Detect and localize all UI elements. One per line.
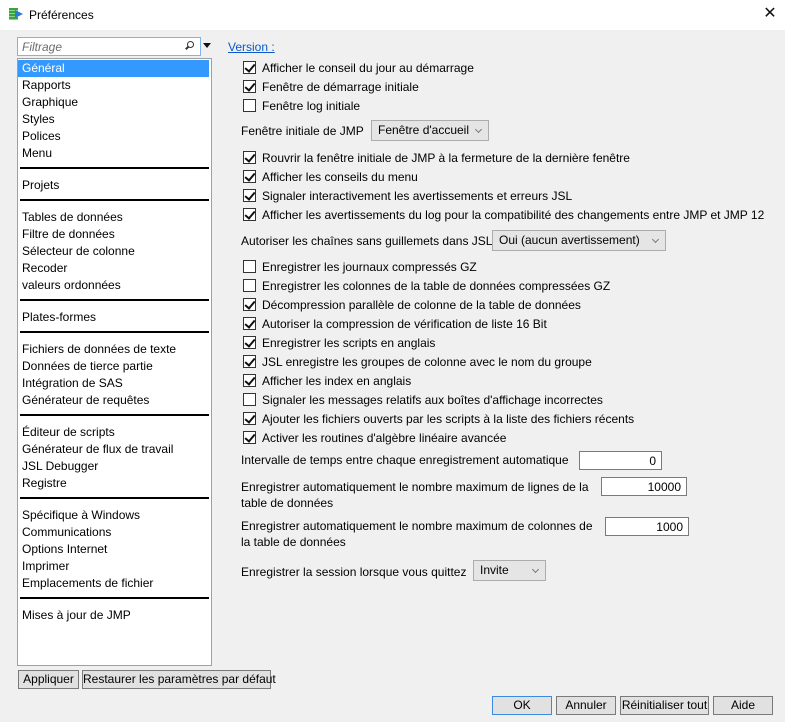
checkbox-unchecked[interactable]: [243, 279, 256, 292]
checkbox-label: Décompression parallèle de colonne de la table de données: [262, 297, 581, 312]
checkbox-checked[interactable]: [243, 151, 256, 164]
category-item[interactable]: Graphique: [22, 95, 79, 109]
category-item[interactable]: Sélecteur de colonne: [22, 244, 135, 258]
help-button[interactable]: Aide: [713, 696, 773, 715]
category-group: [20, 169, 209, 201]
checkbox-row[interactable]: [243, 149, 630, 166]
category-group: [20, 201, 209, 301]
checkbox-checked[interactable]: [243, 431, 256, 444]
save-session-value: Invite: [480, 563, 509, 577]
jmp-app-icon: [9, 8, 23, 20]
checkbox-row[interactable]: [243, 315, 547, 332]
category-item[interactable]: Fichiers de données de texte: [22, 342, 177, 356]
checkbox-label: JSL enregistre les groupes de colonne avec le nom du groupe: [262, 354, 592, 369]
category-item[interactable]: Communications: [22, 525, 112, 539]
autosave-interval-label: Intervalle de temps entre chaque enregistrement automatique: [241, 453, 569, 467]
checkbox-checked[interactable]: [243, 355, 256, 368]
checkbox-row[interactable]: [243, 97, 360, 114]
checkbox-row[interactable]: [243, 277, 610, 294]
save-session-select[interactable]: [473, 560, 546, 581]
checkbox-label: Enregistrer les scripts en anglais: [262, 335, 436, 350]
chevron-down-icon: [532, 566, 539, 573]
checkbox-row[interactable]: [243, 372, 411, 389]
ok-button[interactable]: OK: [492, 696, 552, 715]
checkbox-row[interactable]: [243, 429, 506, 446]
filter-input[interactable]: [18, 38, 178, 55]
category-list[interactable]: [17, 58, 212, 666]
checkbox-unchecked[interactable]: [243, 393, 256, 406]
category-item[interactable]: Mises à jour de JMP: [22, 608, 131, 622]
checkbox-checked[interactable]: [243, 80, 256, 93]
checkbox-checked[interactable]: [243, 61, 256, 74]
apply-button[interactable]: Appliquer: [18, 670, 79, 689]
category-item[interactable]: Options Internet: [22, 542, 108, 556]
initial-window-select[interactable]: [371, 120, 489, 141]
checkbox-checked[interactable]: [243, 374, 256, 387]
initial-window-label: Fenêtre initiale de JMP: [241, 124, 364, 138]
category-item[interactable]: JSL Debugger: [22, 459, 99, 473]
checkbox-row[interactable]: [243, 206, 764, 223]
unquoted-strings-select[interactable]: [492, 230, 666, 251]
cancel-button[interactable]: Annuler: [556, 696, 616, 715]
reset-all-button[interactable]: Réinitialiser tout: [620, 696, 709, 715]
category-group: [20, 499, 209, 599]
checkbox-checked[interactable]: [243, 317, 256, 330]
checkbox-label: Autoriser la compression de vérification de liste 16 Bit: [262, 316, 547, 331]
checkbox-row[interactable]: [243, 410, 634, 427]
autosave-max-rows-label: Enregistrer automatiquement le nombre maximum de lignes de la table de données: [241, 480, 589, 510]
checkbox-label: Activer les routines d'algèbre linéaire avancée: [262, 430, 507, 445]
checkbox-label: Afficher le conseil du jour au démarrage: [262, 60, 474, 75]
chevron-down-icon: [475, 126, 482, 133]
checkbox-label: Afficher les conseils du menu: [262, 169, 418, 184]
autosave-max-cols-label: Enregistrer automatiquement le nombre maximum de colonnes de la table de données: [241, 519, 593, 549]
category-group: [20, 333, 209, 416]
unquoted-strings-value: Oui (aucun avertissement): [499, 233, 640, 247]
checkbox-label: Fenêtre de démarrage initiale: [262, 79, 419, 94]
checkbox-row[interactable]: [243, 353, 592, 370]
category-item[interactable]: Imprimer: [22, 559, 70, 573]
checkbox-row[interactable]: [243, 168, 418, 185]
category-item[interactable]: Intégration de SAS: [22, 376, 123, 390]
category-item[interactable]: Projets: [22, 178, 60, 192]
checkbox-row[interactable]: [243, 296, 581, 313]
checkbox-label: Enregistrer les journaux compressés GZ: [262, 259, 477, 274]
checkbox-checked[interactable]: [243, 189, 256, 202]
checkbox-label: Signaler les messages relatifs aux boîtes d'affichage incorrectes: [262, 392, 603, 407]
unquoted-strings-label: Autoriser les chaînes sans guillemets dans JSL: [241, 234, 493, 248]
category-item[interactable]: Générateur de requêtes: [22, 393, 150, 407]
close-icon[interactable]: ✕: [763, 5, 777, 22]
category-item[interactable]: Emplacements de fichier: [22, 576, 154, 590]
checkbox-row[interactable]: [243, 187, 572, 204]
restore-defaults-button[interactable]: Restaurer les paramètres par défaut: [82, 670, 271, 689]
checkbox-row[interactable]: [243, 334, 435, 351]
search-icon[interactable]: [184, 41, 194, 51]
category-item[interactable]: Tables de données: [22, 210, 123, 224]
category-group: [20, 599, 209, 629]
chevron-down-icon: [652, 236, 659, 243]
checkbox-checked[interactable]: [243, 298, 256, 311]
checkbox-row[interactable]: [243, 78, 419, 95]
checkbox-label: Enregistrer les colonnes de la table de données compressées GZ: [262, 278, 611, 293]
category-item[interactable]: Spécifique à Windows: [22, 508, 141, 522]
checkbox-label: Fenêtre log initiale: [262, 98, 361, 113]
category-item[interactable]: Données de tierce partie: [22, 359, 153, 373]
checkbox-label: Rouvrir la fenêtre initiale de JMP à la fermeture de la dernière fenêtre: [262, 150, 630, 165]
category-item[interactable]: Polices: [22, 129, 61, 143]
version-link[interactable]: Version :: [228, 40, 275, 54]
category-item[interactable]: Menu: [22, 146, 53, 160]
checkbox-unchecked[interactable]: [243, 99, 256, 112]
filter-dropdown-arrow-icon[interactable]: [203, 43, 211, 48]
category-item[interactable]: Recoder: [22, 261, 68, 275]
checkbox-label: Ajouter les fichiers ouverts par les scripts à la liste des fichiers récents: [262, 411, 635, 426]
checkbox-label: Afficher les avertissements du log pour la compatibilité des changements entre JMP et JMP 12: [262, 207, 765, 222]
category-item[interactable]: Général: [18, 60, 209, 77]
filter-box[interactable]: [17, 37, 201, 56]
checkbox-row[interactable]: [243, 391, 603, 408]
category-item[interactable]: Registre: [22, 476, 67, 490]
category-group: [20, 59, 209, 169]
autosave-max-rows-input[interactable]: [601, 477, 687, 496]
checkbox-checked[interactable]: [243, 208, 256, 221]
category-group: [20, 301, 209, 333]
checkbox-checked[interactable]: [243, 170, 256, 183]
category-item[interactable]: Éditeur de scripts: [22, 425, 115, 439]
category-item[interactable]: Générateur de flux de travail: [22, 442, 174, 456]
category-item[interactable]: valeurs ordonnées: [22, 278, 121, 292]
category-item[interactable]: Styles: [22, 112, 55, 126]
category-item[interactable]: Plates-formes: [22, 310, 97, 324]
checkbox-unchecked[interactable]: [243, 260, 256, 273]
save-session-label: Enregistrer la session lorsque vous quittez: [241, 565, 467, 579]
window-title: Préférences: [29, 8, 94, 22]
autosave-max-cols-input[interactable]: [605, 517, 689, 536]
title-bar: [0, 0, 785, 30]
checkbox-label: Afficher les index en anglais: [262, 373, 412, 388]
category-item[interactable]: Filtre de données: [22, 227, 115, 241]
checkbox-label: Signaler interactivement les avertissements et erreurs JSL: [262, 188, 573, 203]
category-group: [20, 416, 209, 499]
checkbox-checked[interactable]: [243, 412, 256, 425]
checkbox-row[interactable]: [243, 59, 474, 76]
checkbox-checked[interactable]: [243, 336, 256, 349]
autosave-interval-input[interactable]: [579, 451, 662, 470]
checkbox-row[interactable]: [243, 258, 477, 275]
category-item[interactable]: Rapports: [22, 78, 71, 92]
initial-window-value: Fenêtre d'accueil: [378, 123, 470, 137]
